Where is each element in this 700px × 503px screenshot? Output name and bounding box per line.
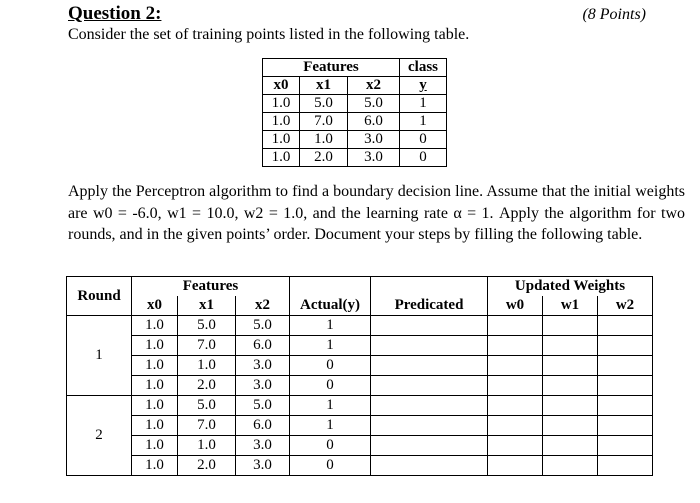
col-header-x1: x1 [300,77,348,95]
round-label: 1 [67,316,132,396]
cell: 0 [290,356,371,376]
cell: 1.0 [300,131,348,149]
cell: 3.0 [236,456,290,476]
col-header-x0: x0 [263,77,300,95]
col-header-x0: x0 [132,296,178,316]
table-row [67,376,653,396]
question-points: (8 Points) [582,6,646,23]
cell: 1.0 [132,316,178,336]
w2-cell[interactable] [598,456,653,476]
w2-cell[interactable] [598,436,653,456]
question-title: Question 2: [68,3,162,24]
table-row [263,95,447,113]
cell: 1.0 [132,396,178,416]
cell: 1.0 [263,149,300,167]
cell: 1.0 [178,356,236,376]
cell: 6.0 [236,416,290,436]
round-header: Round [67,277,132,316]
col-header-x1: x1 [178,296,236,316]
w1-cell[interactable] [543,376,598,396]
w2-cell[interactable] [598,376,653,396]
actual-y-header: Actual(y) [290,296,371,316]
cell: 1 [290,396,371,416]
predicated-cell[interactable] [371,436,488,456]
cell: 2.0 [178,456,236,476]
cell: 1.0 [132,356,178,376]
col-header-x2: x2 [348,77,400,95]
predicated-cell[interactable] [371,336,488,356]
cell: 1.0 [132,336,178,356]
cell: 1 [400,95,447,113]
col-header-w2: w2 [598,296,653,316]
table-row [67,396,653,416]
cell: 1 [290,336,371,356]
table-row [67,456,653,476]
table-row [67,436,653,456]
cell: 0 [290,376,371,396]
cell: 5.0 [178,396,236,416]
cell: 1 [400,113,447,131]
w2-cell[interactable] [598,356,653,376]
w2-cell[interactable] [598,396,653,416]
cell: 3.0 [236,356,290,376]
col-header-x2: x2 [236,296,290,316]
cell: 3.0 [236,436,290,456]
cell: 5.0 [178,316,236,336]
round-label: 2 [67,396,132,476]
predicated-cell[interactable] [371,456,488,476]
cell: 7.0 [178,416,236,436]
w0-cell[interactable] [488,336,543,356]
cell: 1.0 [263,95,300,113]
w1-cell[interactable] [543,396,598,416]
table-row [67,416,653,436]
w1-cell[interactable] [543,416,598,436]
w1-cell[interactable] [543,456,598,476]
w0-cell[interactable] [488,456,543,476]
table-row [263,149,447,167]
w2-cell[interactable] [598,336,653,356]
cell: 2.0 [300,149,348,167]
w2-cell[interactable] [598,416,653,436]
predicated-cell[interactable] [371,396,488,416]
training-points-table [262,58,447,167]
cell: 6.0 [236,336,290,356]
predicated-cell[interactable] [371,416,488,436]
cell: 5.0 [236,396,290,416]
updated-weights-header: Updated Weights [488,277,653,297]
cell: 1 [290,416,371,436]
w0-cell[interactable] [488,376,543,396]
w0-cell[interactable] [488,316,543,336]
predicated-cell[interactable] [371,376,488,396]
cell: 3.0 [348,149,400,167]
col-header-y: y [400,77,447,95]
cell: 3.0 [348,131,400,149]
cell: 0 [400,131,447,149]
cell: 7.0 [300,113,348,131]
w1-cell[interactable] [543,436,598,456]
cell: 6.0 [348,113,400,131]
table-row [263,113,447,131]
cell: 5.0 [300,95,348,113]
w0-cell[interactable] [488,436,543,456]
col-header-w0: w0 [488,296,543,316]
predicated-cell[interactable] [371,316,488,336]
cell: 7.0 [178,336,236,356]
cell: 1 [290,316,371,336]
cell: 2.0 [178,376,236,396]
cell: 5.0 [236,316,290,336]
cell: 1.0 [178,436,236,456]
cell: 1.0 [132,416,178,436]
cell: 0 [290,436,371,456]
predicated-header: Predicated [371,296,488,316]
table-row [67,356,653,376]
predicated-cell[interactable] [371,356,488,376]
w2-cell[interactable] [598,316,653,336]
col-header-w1: w1 [543,296,598,316]
table-row [263,131,447,149]
w0-cell[interactable] [488,416,543,436]
perceptron-rounds-table [66,276,653,476]
cell: 0 [400,149,447,167]
cell: 0 [290,456,371,476]
features-header: Features [132,277,290,297]
cell: 1.0 [132,456,178,476]
w0-cell[interactable] [488,396,543,416]
class-group-header: class [400,59,447,77]
cell: 1.0 [263,131,300,149]
w1-cell[interactable] [543,356,598,376]
table-row [67,316,653,336]
cell: 3.0 [236,376,290,396]
cell: 1.0 [263,113,300,131]
cell: 1.0 [132,376,178,396]
cell: 1.0 [132,436,178,456]
w1-cell[interactable] [543,336,598,356]
w1-cell[interactable] [543,316,598,336]
w0-cell[interactable] [488,356,543,376]
instructions-paragraph: Apply the Perceptron algorithm to find a boundary decision line. Assume that the initial weights are w0 = -6.0, w1 = 10.0, w2 = 1.0, and the learning rate α = 1. Apply the algorithm for two rounds, and in the given points’ order. Document your steps by filling the following table. [68,183,685,243]
cell: 5.0 [348,95,400,113]
question-intro: Consider the set of training points listed in the following table. [68,26,470,43]
features-group-header: Features [263,59,400,77]
table-row [67,336,653,356]
